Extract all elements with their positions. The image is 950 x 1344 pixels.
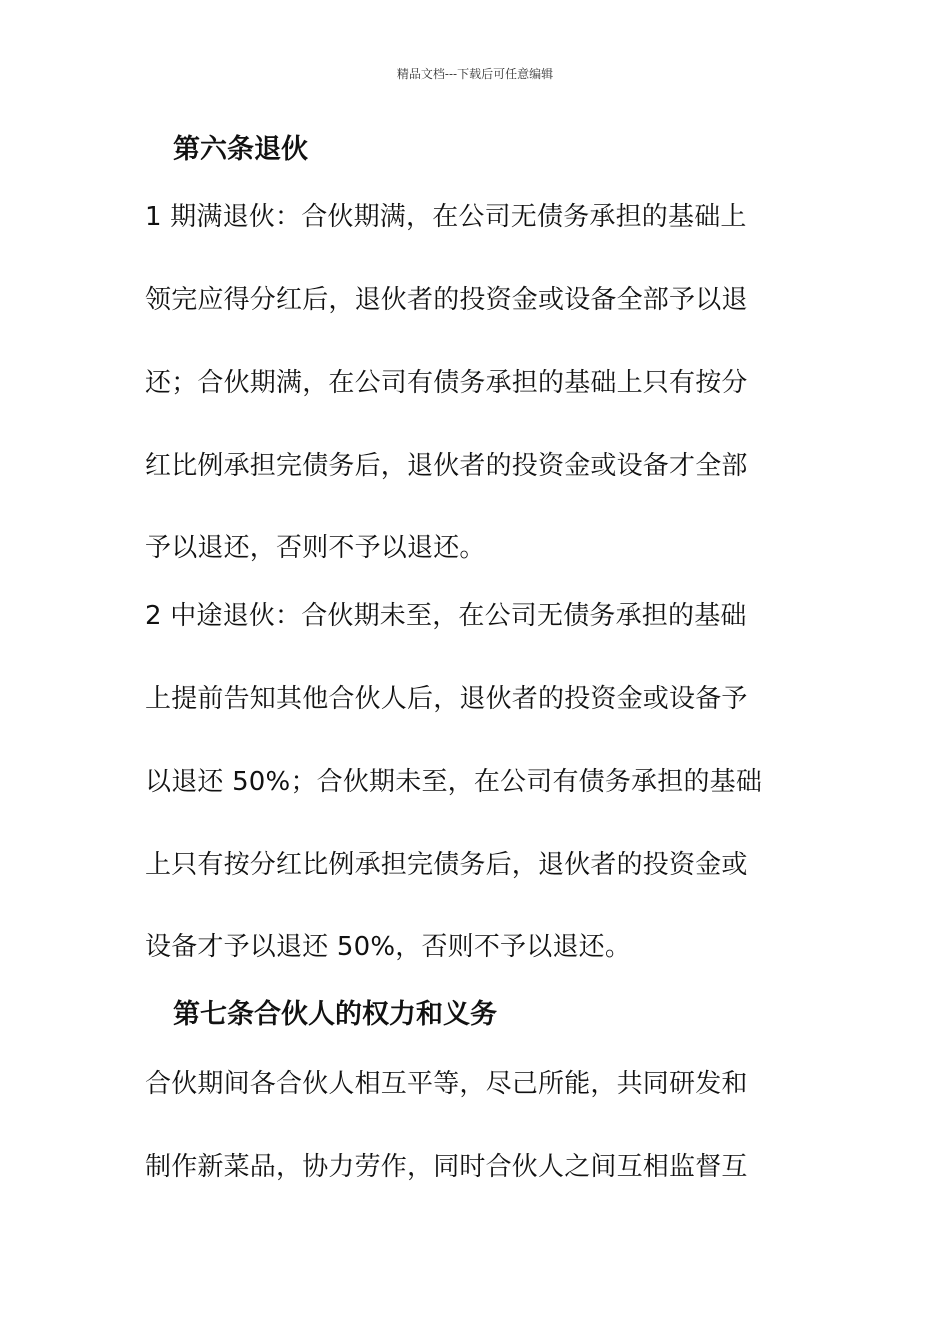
paragraph-line: 领完应得分红后，退伙者的投资金或设备全部予以退 bbox=[145, 285, 748, 315]
paragraph-line: 上提前告知其他合伙人后，退伙者的投资金或设备予 bbox=[145, 684, 748, 714]
page-header: 精品文档---下载后可任意编辑 bbox=[396, 67, 554, 81]
paragraph-line: 合伙期间各合伙人相互平等，尽己所能，共同研发和 bbox=[145, 1069, 748, 1099]
paragraph-line: 1 期满退伙：合伙期满，在公司无债务承担的基础上 bbox=[145, 202, 747, 232]
paragraph-line: 红比例承担完债务后，退伙者的投资金或设备才全部 bbox=[145, 451, 748, 481]
paragraph-line: 还；合伙期满，在公司有债务承担的基础上只有按分 bbox=[145, 368, 748, 398]
paragraph-line: 设备才予以退还 50%，否则不予以退还。 bbox=[145, 932, 632, 962]
paragraph-line: 制作新菜品，协力劳作，同时合伙人之间互相监督互 bbox=[145, 1152, 748, 1182]
paragraph-line: 上只有按分红比例承担完债务后，退伙者的投资金或 bbox=[145, 850, 748, 880]
section-7-title: 第七条合伙人的权力和义务 bbox=[173, 999, 497, 1030]
paragraph-line: 2 中途退伙：合伙期未至，在公司无债务承担的基础 bbox=[145, 601, 747, 631]
paragraph-line: 以退还 50%；合伙期未至，在公司有债务承担的基础 bbox=[145, 767, 763, 797]
section-6-title: 第六条退伙 bbox=[173, 134, 308, 165]
paragraph-line: 予以退还，否则不予以退还。 bbox=[145, 533, 486, 563]
